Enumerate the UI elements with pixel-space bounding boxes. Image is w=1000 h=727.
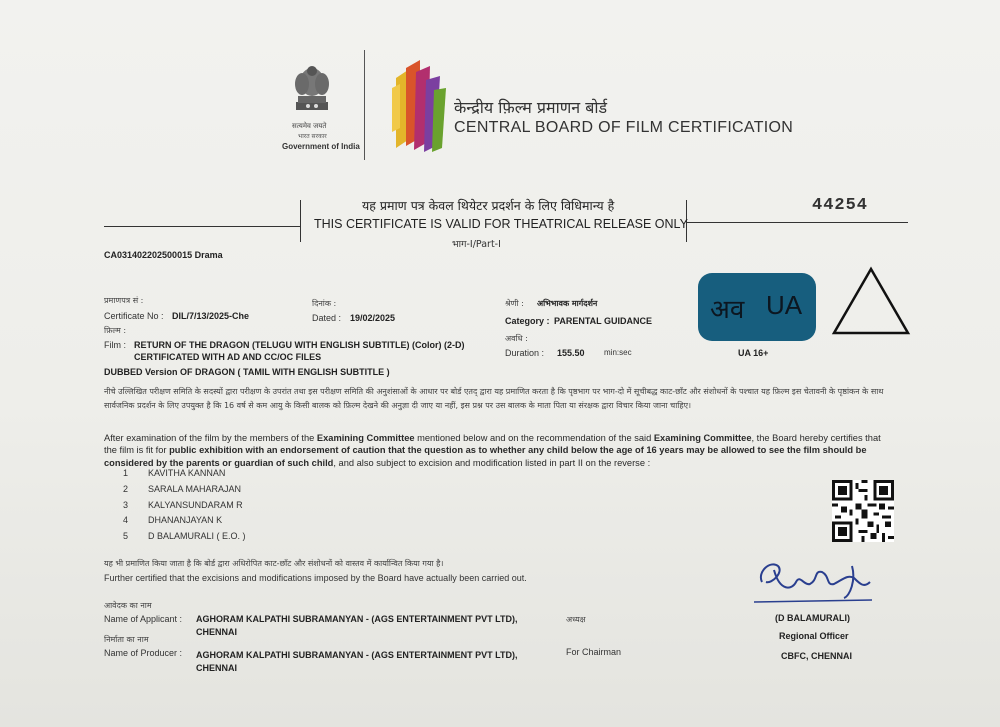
- cert-text-bold: Examining Committee: [316, 433, 415, 443]
- applicant-city: CHENNAI: [196, 627, 238, 637]
- validity-english: THIS CERTIFICATE IS VALID FOR THEATRICAL RELEASE ONLY: [314, 217, 688, 231]
- emblem-motto: सत्यमेव जयते: [292, 122, 327, 130]
- producer-label: Name of Producer :: [104, 648, 183, 658]
- member-number: 5: [123, 531, 129, 541]
- signatory-office: CBFC, CHENNAI: [781, 651, 852, 661]
- cert-text-part: , the Board hereby certifies that the film is fit for: [104, 433, 881, 456]
- rating-hindi: अव: [710, 295, 745, 325]
- cert-no-hindi-label: प्रमाणपत्र सं :: [104, 296, 144, 305]
- cert-text-bold: public exhibition with an endorsement of caution that the question as to whether any child below the age of 16 years may be allowed to see the film should be considered by the parents or guardian of such child: [104, 445, 867, 468]
- duration-hindi-label: अवधि :: [505, 334, 528, 343]
- dubbed-version: DUBBED Version OF DRAGON ( TAMIL WITH ENGLISH SUBTITLE ): [104, 367, 390, 377]
- member-number: 1: [123, 468, 129, 478]
- serial-number: 44254: [812, 196, 869, 215]
- banner-rule-right: [686, 222, 908, 223]
- signatory-name: (D BALAMURALI): [775, 613, 850, 623]
- film-label: Film :: [104, 340, 126, 350]
- validity-hindi: यह प्रमाण पत्र केवल थियेटर प्रदर्शन के लिए विधिमान्य है: [362, 198, 615, 213]
- member-number: 2: [123, 484, 129, 494]
- english-certification-text: [104, 432, 894, 469]
- cert-text-part: , and also subject to excision and modification listed in part II on the reverse :: [333, 457, 651, 468]
- member-name: SARALA MAHARAJAN: [148, 484, 242, 494]
- government-label: Government of India: [282, 142, 360, 151]
- further-cert-english: Further certified that the excisions and modifications imposed by the Board have actually been carried out.: [104, 573, 527, 583]
- board-name-hindi: केन्द्रीय फ़िल्म प्रमाणन बोर्ड: [454, 98, 608, 117]
- cert-text-part: After examination of the film by the members of the: [104, 433, 315, 443]
- cert-text-bold: Examining Committee: [653, 433, 752, 443]
- rating-code: UA: [766, 290, 803, 320]
- member-number: 3: [123, 500, 129, 510]
- warning-triangle-icon: [830, 265, 912, 342]
- member-name: KALYANSUNDARAM R: [148, 500, 243, 510]
- member-name: D BALAMURALI ( E.O. ): [148, 531, 246, 541]
- duration-label: Duration :: [505, 348, 545, 358]
- category-value: PARENTAL GUIDANCE: [554, 316, 653, 326]
- category-label: Category :: [505, 316, 550, 326]
- cert-no-value: DIL/7/13/2025-Che: [172, 311, 250, 321]
- banner-bracket-left: [300, 200, 301, 242]
- national-emblem-icon: [288, 62, 336, 120]
- film-title-line1: RETURN OF THE DRAGON (TELUGU WITH ENGLISH SUBTITLE) (Color) (2-D): [134, 340, 465, 350]
- applicant-name: AGHORAM KALPATHI SUBRAMANYAN - (AGS ENTERTAINMENT PVT LTD),: [196, 614, 518, 624]
- duration-unit: min:sec: [604, 348, 632, 357]
- board-name-english: CENTRAL BOARD OF FILM CERTIFICATION: [454, 119, 794, 136]
- hindi-certification-text: नीचे उल्लिखित परीक्षण समिति के सदस्यों द्वारा परीक्षण के उपरांत तथा इस परीक्षण समिति की अनुशंसाओं के आधार पर बोर्ड एतद् द्वारा यह प्रमाणित करता है कि पृष्ठभाग पर भाग-दो में सूचीबद्ध काट-छाँट और संशोधनों के पश्चात यह फ़िल्म इस चेतावनी के पृष्ठांकन के साथ सार्वजनिक प्रदर्शन के लिए उपयुक्त है कि 16 वर्ष से कम आयु के किसी बालक को फ़िल्म देखने की अनुज्ञा दी जाए या नहीं, इस प्रश्न पर उस बालक के माता पिता या संरक्षक द्वारा विचार किया जाना चाहिए।: [104, 387, 884, 410]
- member-number: 4: [123, 515, 129, 525]
- for-chairman-label: For Chairman: [566, 647, 622, 657]
- emblem-subtitle: भारत सरकार: [298, 133, 327, 140]
- member-name: KAVITHA KANNAN: [148, 468, 226, 478]
- date-label: Dated :: [312, 313, 342, 323]
- duration-value: 155.50: [557, 348, 585, 358]
- reference-code: CA031402202500015 Drama: [104, 250, 223, 260]
- rating-label: UA 16+: [738, 348, 769, 358]
- part-label: भाग-I/Part-I: [452, 239, 501, 250]
- header-divider: [364, 50, 365, 160]
- film-title-line2: CERTIFICATED WITH AD AND CC/OC FILES: [134, 352, 322, 362]
- signatory-title: Regional Officer: [779, 631, 849, 641]
- cert-no-label: Certificate No :: [104, 311, 164, 321]
- producer-city: CHENNAI: [196, 663, 238, 673]
- date-value: 19/02/2025: [350, 313, 396, 323]
- film-hindi-label: फ़िल्म :: [104, 326, 127, 335]
- applicant-hindi-label: आवेदक का नाम: [104, 601, 152, 610]
- category-hindi-value: अभिभावक मार्गदर्शन: [537, 299, 598, 308]
- rating-badge: [698, 273, 816, 341]
- chairman-hindi: अध्यक्ष: [566, 615, 586, 624]
- date-hindi-label: दिनांक :: [312, 299, 337, 308]
- banner-rule-left: [104, 226, 300, 227]
- cert-text-part: mentioned below and on the recommendation of the said: [417, 433, 652, 443]
- applicant-label: Name of Applicant :: [104, 614, 183, 624]
- qr-code-icon[interactable]: [832, 480, 894, 547]
- further-cert-hindi: यह भी प्रमाणित किया जाता है कि बोर्ड द्वारा अधिरोपित काट-छाँट और संशोधनों को वास्तव में कार्यान्वित किया गया है।: [104, 559, 444, 568]
- producer-hindi-label: निर्माता का नाम: [104, 635, 149, 644]
- signature-icon: [752, 552, 877, 609]
- producer-name: AGHORAM KALPATHI SUBRAMANYAN - (AGS ENTERTAINMENT PVT LTD),: [196, 650, 518, 660]
- category-hindi-label: श्रेणी :: [505, 299, 524, 308]
- member-name: DHANANJAYAN K: [148, 515, 223, 525]
- cbfc-logo-icon: [392, 58, 450, 159]
